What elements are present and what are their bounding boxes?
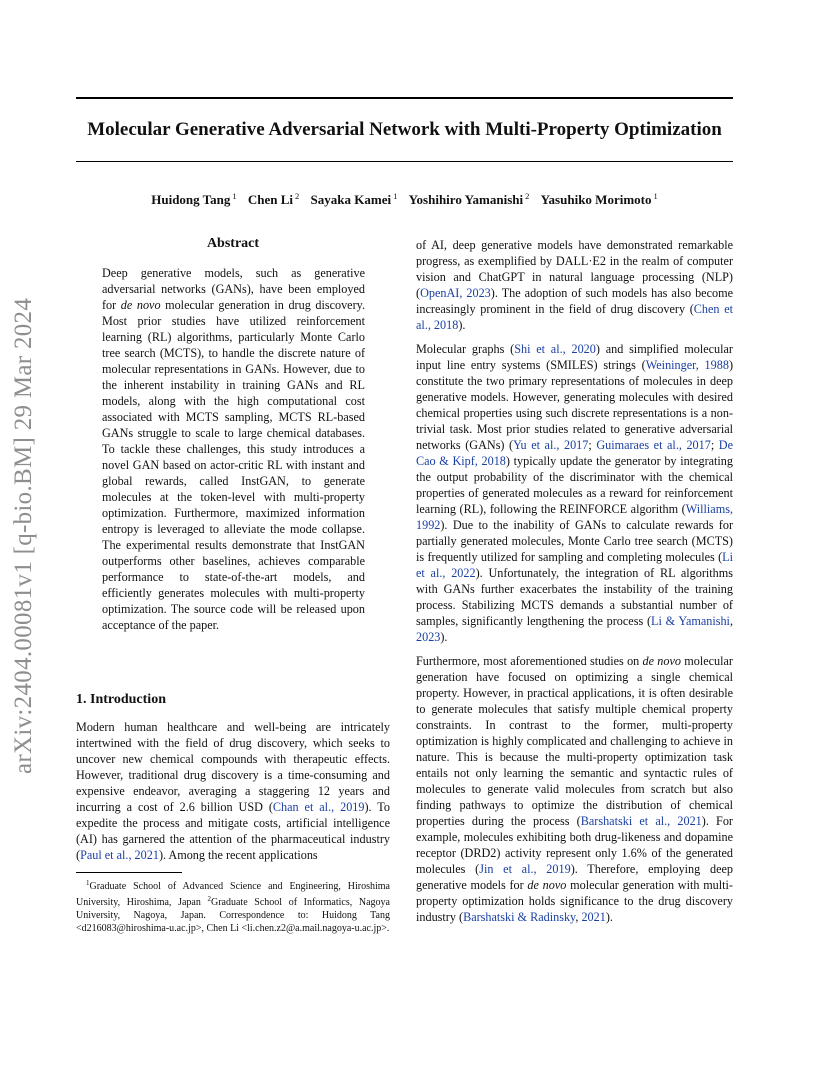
text-run: ).	[605, 910, 613, 924]
introduction-body	[76, 719, 390, 863]
citation-link[interactable]: Chan et al., 2019	[272, 800, 365, 814]
text-run: ). The adoption of such models has also become increasingly prominent in the field of drug discovery (	[416, 286, 733, 316]
citation-link[interactable]: Chen et al., 2018	[416, 302, 733, 332]
text-run: Molecular graphs (	[416, 342, 515, 356]
text-run: ,	[729, 614, 733, 628]
body-paragraph	[416, 237, 733, 333]
body-paragraph	[416, 653, 733, 925]
text-run: ;	[588, 438, 597, 452]
text-run: molecular generation have focused on optimizing a single chemical property. However, in practical applications, it is often desirable to generate molecules that satisfy multiple chemical property constraints. In contrast to the former, multi-property optimization is highly complicated and challenging to achieve in nature. This is because the multi-property optimization task entails not only learning the semantic and syntactic rules of molecules to generate valid molecules from scratch but also finding pathways to optimize the distribution of chemical properties during the process (	[416, 654, 733, 828]
author: Sayaka Kamei $^1$	[310, 191, 398, 207]
title-rule-bottom	[76, 161, 733, 162]
citation-link[interactable]: Weininger, 1988	[645, 358, 729, 372]
abstract-heading: Abstract	[206, 236, 260, 251]
citation-link[interactable]: Li et al., 2022	[416, 550, 733, 580]
italic-term: de novo	[642, 654, 681, 668]
text-run: ).	[440, 630, 448, 644]
right-column-body	[416, 237, 733, 925]
body-paragraph	[416, 341, 733, 645]
text-run: molecular generation with multi-property optimization holds significance to the drug discovery industry (	[416, 878, 733, 924]
italic-term: de novo	[527, 878, 567, 892]
italic-term: de novo	[120, 298, 161, 312]
text-run: Furthermore, most aforementioned studies on	[416, 654, 643, 668]
citation-link[interactable]: Li & Yamanishi	[651, 614, 730, 628]
arxiv-identifier: arXiv:2404.00081v1 [q-bio.BM] 29 Mar 2024	[10, 297, 37, 774]
citation-link[interactable]: Yu et al., 2017	[513, 438, 589, 452]
citation-link[interactable]: Williams, 1992	[416, 502, 733, 532]
text-run: ) typically update the generator by integrating the output probability of the discriminator with the chemical properties of generated molecules as a reward for reinforcement learning (RL), following the REINFORCE algorithm (	[416, 454, 733, 516]
author: Yasuhiko Morimoto $^1$	[540, 191, 658, 207]
author: Yoshihiro Yamanishi $^2$	[408, 191, 530, 207]
text-run: ,	[575, 910, 582, 924]
footnote-text: $^1$Graduate School of Advanced Science and Engineering, Hiroshima University, Hiroshima, Japan $^2$Graduate School of Informatics, Nagoya University, Nagoya, Japan. Correspondence to: Huidong Tang <d216083@hiroshima-u.ac.jp>, Chen Li <li.chen.z2@a.mail.nagoya-u.ac.jp>.	[76, 879, 390, 934]
text-run: ). Unfortunately, the integration of RL algorithms with GANs further exacerbates the instability of the training process. Stabilizing MCTS demands a substantial number of samples, significantly lengthening the process (	[416, 566, 733, 628]
text-run: ). For example, molecules exhibiting both drug-likeness and dopamine receptor (DRD2) activity represent only 1.6% of the generated molecules (	[416, 814, 733, 876]
citation-link[interactable]: OpenAI, 2023	[420, 286, 491, 300]
citation-link[interactable]: De Cao & Kipf, 2018	[416, 438, 734, 468]
author: Chen Li $^2$	[247, 191, 300, 207]
citation-link[interactable]: Paul et al., 2021	[80, 848, 159, 862]
intro-paragraph	[76, 719, 390, 863]
citation-link[interactable]: Barshatski & Radinsky	[463, 910, 576, 924]
citation-link[interactable]: Jin et al., 2019	[479, 862, 571, 876]
citation-link[interactable]: Barshatski et al., 2021	[580, 814, 702, 828]
text-run: ). To expedite the process and mitigate costs, artificial intelligence (AI) has garnered the attention of the pharmaceutical industry (	[76, 800, 390, 862]
section-heading-introduction: 1. Introduction	[76, 692, 166, 707]
text-run: Deep generative models, such as generative adversarial networks (GANs), have been employed for	[102, 266, 365, 312]
citation-link[interactable]: Guimaraes et al., 2017	[596, 438, 711, 452]
text-run: of AI, deep generative models have demonstrated remarkable progress, as exemplified by DALL·E2 in the realm of computer vision and ChatGPT in natural language processing (NLP) (	[416, 238, 733, 300]
paper-title: Molecular Generative Adversarial Network with Multi-Property Optimization	[87, 119, 722, 140]
citation-link[interactable]: 2023	[416, 630, 441, 644]
title-rule-top	[76, 97, 733, 99]
footnote-rule	[76, 872, 182, 873]
author-list	[76, 191, 733, 208]
abstract-body	[102, 265, 365, 633]
text-run: ). Among the recent applications	[158, 848, 318, 862]
text-run: ) constitute the two primary representations of molecules in deep generative models. However, generating molecules with desired chemical properties using such discrete representations is a non-trivial task. Most prior studies related to generative adversarial networks (GANs) (	[416, 358, 733, 452]
text-run: ). Due to the inability of GANs to calculate rewards for partially generated molecules, Monte Carlo tree search (MCTS) is frequently utilized for sampling and completing molecules (	[416, 518, 733, 564]
text-run: Modern human healthcare and well-being are intricately intertwined with the field of drug discovery, which seeks to uncover new chemical compounds with therapeutic effects. However, traditional drug discovery is a time-consuming and expensive endeavor, averaging a staggering 12 years and incurring a cost of 2.6 billion USD (	[76, 720, 390, 814]
text-run: ).	[458, 318, 466, 332]
citation-link[interactable]: Shi et al., 2020	[514, 342, 596, 356]
abstract-paragraph	[102, 265, 365, 633]
text-run: ) and simplified molecular input line entry systems (SMILES) strings (	[416, 342, 733, 372]
author: Huidong Tang $^1$	[151, 191, 237, 207]
text-run: molecular generation in drug discovery. Most prior studies have utilized reinforcement learning (RL) algorithms, particularly Monte Carlo tree search (MCTS), to handle the discrete nature of molecular representations in GANs. However, due to the inherent instability in training GANs and RL models, along with the high computational cost associated with MCTS sampling, MCTS RL-based GANs struggle to scale to large chemical databases. To tackle these challenges, this study introduces a novel GAN based on actor-critic RL with instant and global rewards, called InstGAN, to generate molecules at the token-level with multi-property optimization. Furthermore, maximized information entropy is leveraged to alleviate the mode collapse. The experimental results demonstrate that InstGAN outperforms other baselines, achieves comparable performance to state-of-the-art models, and efficiently generates molecules with multi-property optimization. The source code will be released upon acceptance of the paper.	[102, 298, 365, 632]
citation-link[interactable]: 2021	[581, 910, 606, 924]
text-run: ;	[710, 438, 719, 452]
affiliation-footnote	[76, 877, 390, 935]
text-run: ). Therefore, employing deep generative models for	[416, 862, 733, 892]
